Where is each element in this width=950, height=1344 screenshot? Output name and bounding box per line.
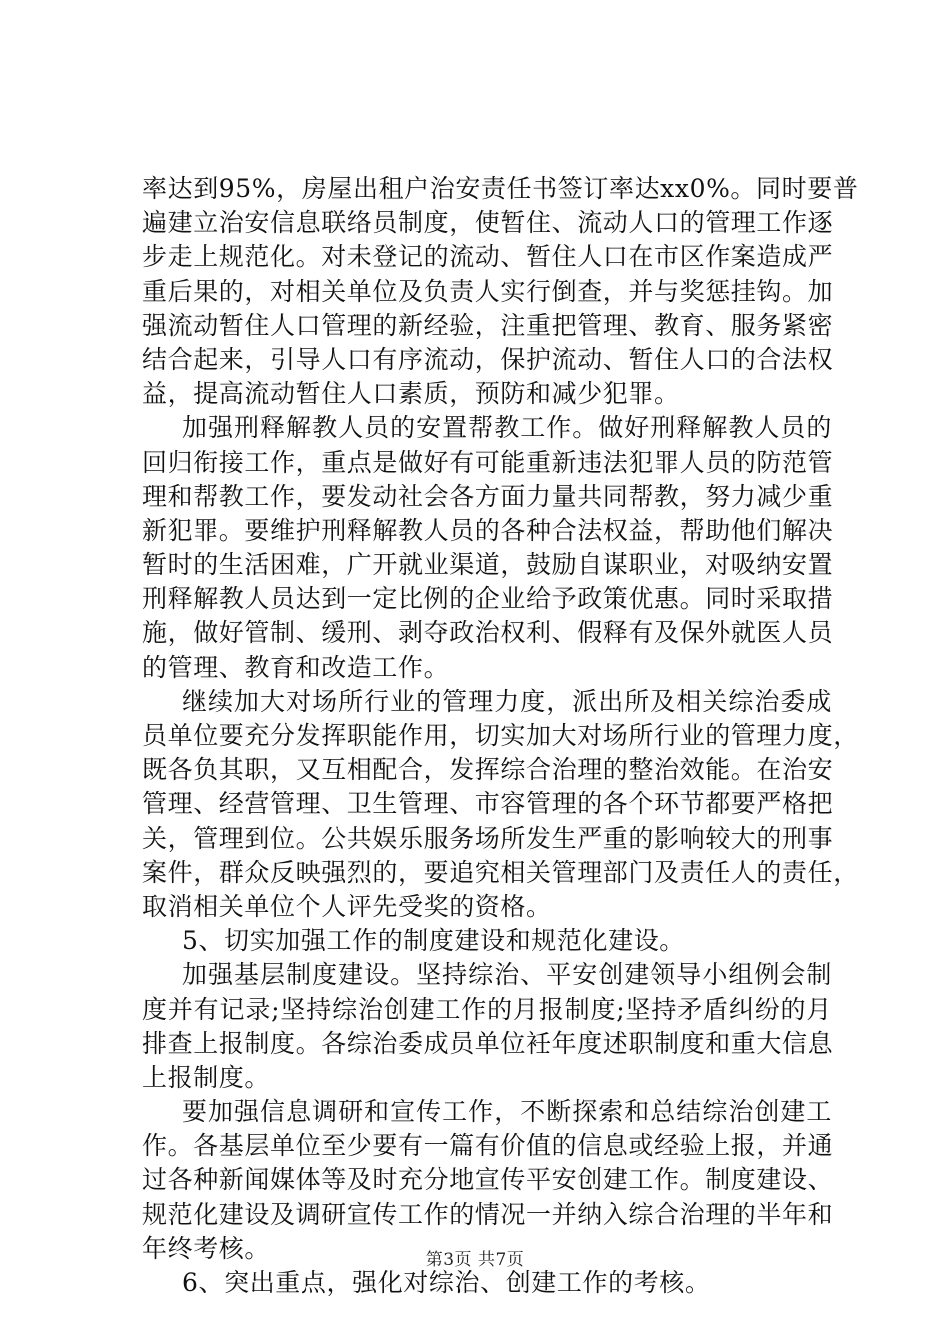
text-line: 重后果的，对相关单位及负责人实行倒查，并与奖惩挂钩。加 bbox=[142, 276, 834, 306]
text-line: 结合起来，引导人口有序流动，保护流动、暂住人口的合法权 bbox=[142, 344, 834, 374]
text-line: 遍建立治安信息联络员制度，使暂住、流动人口的管理工作逐 bbox=[142, 208, 834, 238]
text-line: 率达到95%，房屋出租户治安责任书签订率达xx0%。同时要普 bbox=[142, 174, 859, 203]
text-line: 益，提高流动暂住人口素质，预防和减少犯罪。 bbox=[142, 379, 680, 409]
text-line: 员单位要充分发挥职能作用，切实加大对场所行业的管理力度， bbox=[142, 721, 859, 750]
text-line: 理和帮教工作，要发动社会各方面力量共同帮教，努力减少重 bbox=[142, 481, 834, 511]
text-line: 案件，群众反映强烈的，要追究相关管理部门及责任人的责任， bbox=[142, 857, 859, 887]
paragraph-first-line: 加强基层制度建设。坚持综治、平安创建领导小组例会制 bbox=[182, 960, 832, 990]
text-line: 排查上报制度。各综治委成员单位衽年度述职制度和重大信息 bbox=[142, 1028, 834, 1058]
paragraph-first-line: 继续加大对场所行业的管理力度，派出所及相关综治委成 bbox=[182, 686, 832, 716]
paragraph-first-line: 要加强信息调研和宣传工作，不断探索和总结综治创建工 bbox=[182, 1097, 832, 1127]
text-line: 管理、经营管理、卫生管理、市容管理的各个环节都要严格把 bbox=[142, 789, 834, 819]
paragraph-first-line: 加强刑释解教人员的安置帮教工作。做好刑释解教人员的 bbox=[182, 413, 832, 443]
text-line: 新犯罪。要维护刑释解教人员的各种合法权益，帮助他们解决 bbox=[142, 515, 834, 545]
section-heading: 5、切实加强工作的制度建设和规范化建设。 bbox=[182, 926, 685, 956]
section-heading: 6、突出重点，强化对综治、创建工作的考核。 bbox=[182, 1268, 711, 1297]
text-line: 关，管理到位。公共娱乐服务场所发生严重的影响较大的刑事 bbox=[142, 823, 834, 853]
text-line: 步走上规范化。对未登记的流动、暂住人口在市区作案造成严 bbox=[142, 242, 834, 272]
text-line: 过各种新闻媒体等及时充分地宣传平安创建工作。制度建设、 bbox=[142, 1165, 834, 1195]
text-line: 作。各基层单位至少要有一篇有价值的信息或经验上报，并通 bbox=[142, 1131, 834, 1161]
text-line: 上报制度。 bbox=[142, 1062, 271, 1092]
text-line: 年终考核。 bbox=[142, 1233, 271, 1263]
text-line: 暂时的生活困难，广开就业渠道，鼓励自谋职业，对吸纳安置 bbox=[142, 550, 834, 580]
text-line: 的管理、教育和改造工作。 bbox=[142, 652, 450, 682]
text-line: 施，做好管制、缓刑、剥夺政治权利、假释有及保外就医人员 bbox=[142, 618, 834, 648]
text-line: 规范化建设及调研宣传工作的情况一并纳入综合治理的半年和 bbox=[142, 1199, 834, 1229]
text-line: 回归衔接工作，重点是做好有可能重新违法犯罪人员的防范管 bbox=[142, 447, 834, 477]
text-line: 强流动暂住人口管理的新经验，注重把管理、教育、服务紧密 bbox=[142, 310, 834, 340]
text-line: 既各负其职，又互相配合，发挥综合治理的整治效能。在治安 bbox=[142, 755, 834, 785]
text-line: 度并有记录;坚持综治创建工作的月报制度;坚持矛盾纠纷的月 bbox=[142, 994, 832, 1024]
text-line: 取消相关单位个人评先受奖的资格。 bbox=[142, 891, 552, 921]
page-number-footer: 第3页 共7页 bbox=[425, 1250, 525, 1270]
text-line: 刑释解教人员达到一定比例的企业给予政策优惠。同时采取措 bbox=[142, 584, 834, 614]
document-body bbox=[142, 172, 859, 1300]
